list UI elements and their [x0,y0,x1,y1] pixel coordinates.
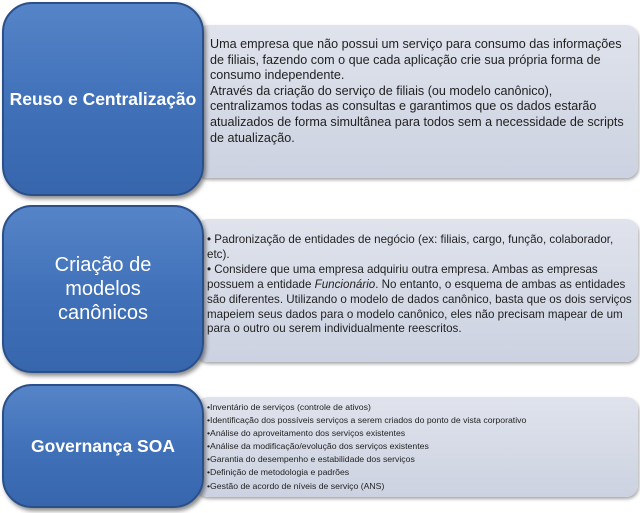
label-canonical-text: Criação de modelos canônicos [54,254,152,324]
governance-item: •Inventário de serviços (controle de ativos) [207,402,371,412]
governance-item: •Análise do aproveitamento dos serviços existentes [207,428,406,439]
description-panel-reuse [196,25,638,178]
label-reuse-text: Reuso e Centralização [9,88,197,109]
canonical-bullet-standardization: • Padronização de entidades de negócio (ex: filiais, cargo, função, colaborador, etc). [207,233,614,261]
reuse-problem-text: Uma empresa que não possui um serviço para consumo das informações de filiais, fazendo com o que cada aplicação crie sua própria forma de consumo independente. [210,37,622,83]
description-panel-governance [196,397,638,497]
label-soa-governance [2,384,204,508]
governance-item: •Gestão de acordo de níveis de serviço (ANS) [207,480,385,491]
label-canonical-models [2,205,204,373]
label-reuse-centralization [2,2,204,196]
description-panel-canonical [196,219,638,362]
canonical-example-part1: • Considere que uma empresa adquiriu outra empresa. Ambas as empresas possuem a entidade [207,262,598,291]
governance-item: •Definição de metodologia e padrões [207,467,350,478]
reuse-solution-text: Através da criação do serviço de filiais (ou modelo canônico), centralizamos todas as consultas e garantimos que os dados estarão atualizados de forma simultânea para todos sem a necessidade de scripts de atualização. [210,83,624,145]
label-governance-text: Governança SOA [31,435,175,456]
canonical-example-entity: Funcionário [314,277,376,291]
canonical-example-part2: . No entanto, o esquema de ambas as entidades são diferentes. Utilizando o modelo de dados canônico, basta que os dois serviços mapeiem seus dados para o modelo canônico, eles não precisam mapear de um para o outro ou serem individualmente reescritos. [207,277,632,336]
canonical-bullet-example [207,263,632,338]
governance-item: •Identificação dos possíveis serviços a serem criados do ponto de vista corporativo [207,415,527,426]
governance-item: •Garantia do desempenho e estabilidade dos serviços [207,454,415,465]
governance-item: •Análise da modificação/evolução dos serviços existentes [207,441,429,452]
